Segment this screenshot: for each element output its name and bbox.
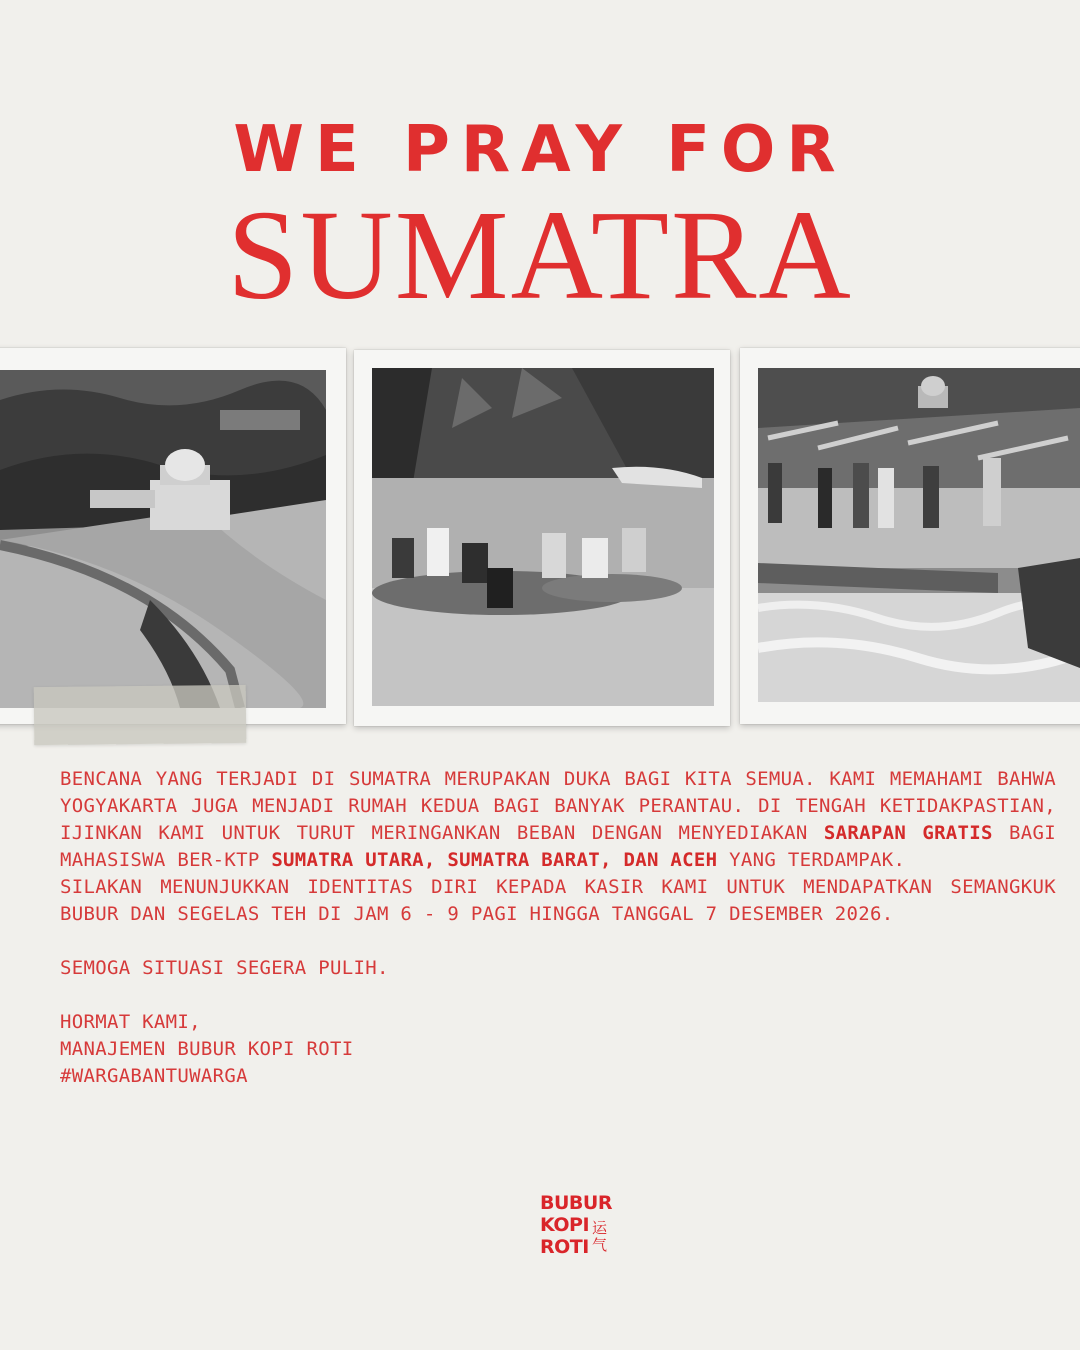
photo-strip: [0, 346, 1080, 732]
headline-we-pray-for: WE PRAY FOR: [233, 113, 847, 187]
hashtag: #WARGABANTUWARGA: [60, 1065, 248, 1087]
letter-text: BENCANA YANG TERJADI DI SUMATRA MERUPAKAN DUKA BAGI KITA SEMUA. KAMI MEMAHAMI BAHWA YOGYAKARTA JUGA MENJADI RUMAH KEDUA BAGI BANYAK PERANTAU. DI TENGAH KETIDAKPASTIAN, IJINKAN KAMI UNTUK TURUT MERINGANKAN BEBAN DENGAN MENYEDIAKAN: [60, 768, 1056, 844]
photo-rescue-raft: [372, 368, 714, 706]
photo-flooded-mosque: [0, 370, 326, 708]
logo-word-roti: ROTI: [540, 1236, 589, 1258]
letter-paragraph-3: SEMOGA SITUASI SEGERA PULIH.: [60, 957, 389, 979]
logo-chinese-characters: 运气: [592, 1219, 608, 1254]
letter-paragraph-2: SILAKAN MENUNJUKKAN IDENTITAS DIRI KEPADA KASIR KAMI UNTUK MENDAPATKAN SEMANGKUK BUBUR DAN SEGELAS TEH DI JAM 6 - 9 PAGI HINGGA TANGGAL 7 DESEMBER 2026.: [60, 876, 1056, 925]
photo-frame-1: [0, 348, 346, 724]
signature-regards: HORMAT KAMI,: [60, 1011, 201, 1033]
masking-tape: [34, 685, 247, 745]
photo-frame-3: [740, 348, 1080, 724]
letter-text: BAGI MAHASISWA BER-KTP: [60, 822, 1056, 871]
highlight-regions: SUMATRA UTARA, SUMATRA BARAT, DAN ACEH: [271, 849, 718, 871]
highlight-free-breakfast: SARAPAN GRATIS: [823, 822, 993, 844]
brand-logo: [540, 1192, 612, 1264]
photo-frame-2: [354, 350, 730, 726]
headline-sumatra: SUMATRA: [227, 184, 853, 326]
announcement-letter: [60, 766, 1056, 1090]
letter-text: YANG TERDAMPAK.: [717, 849, 906, 871]
photo-debris-crossing: [758, 368, 1080, 702]
signature-management: MANAJEMEN BUBUR KOPI ROTI: [60, 1038, 354, 1060]
letter-paragraph-1: [60, 766, 1056, 874]
logo-word-kopi: KOPI: [540, 1214, 590, 1236]
logo-word-bubur: BUBUR: [540, 1192, 612, 1214]
